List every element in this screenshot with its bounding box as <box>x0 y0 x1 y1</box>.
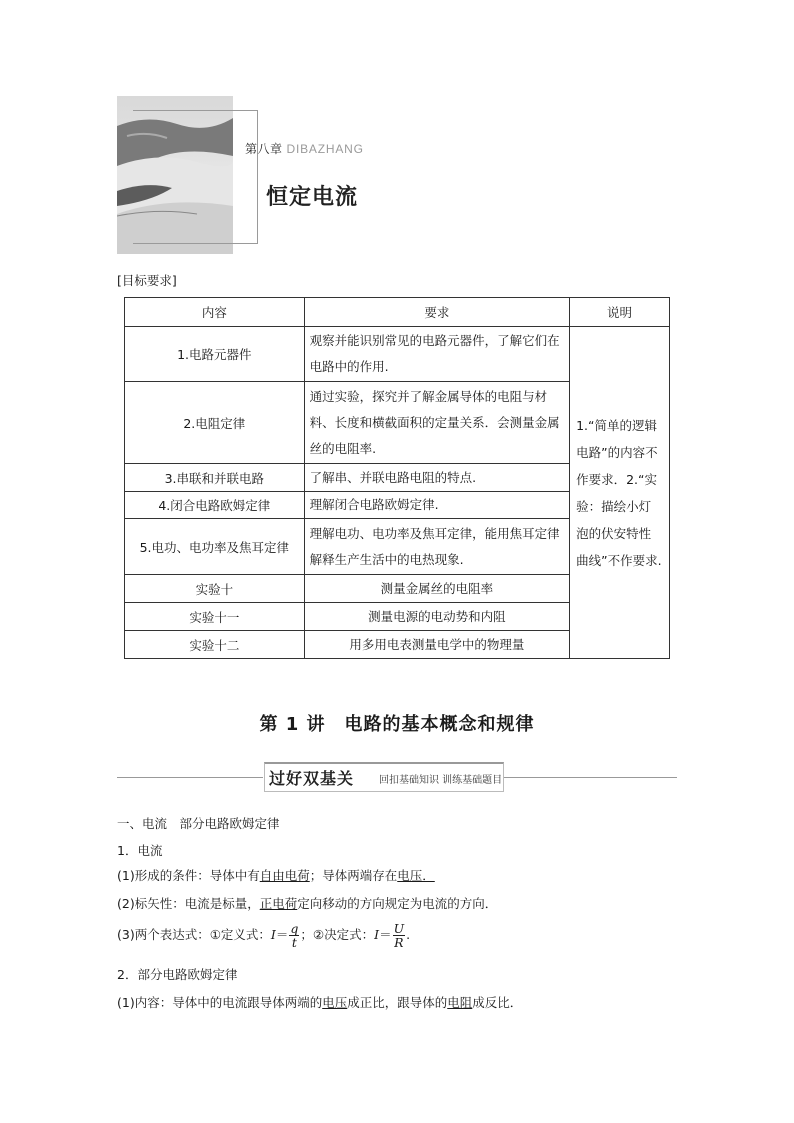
text-span: ；②决定式： <box>300 927 375 942</box>
row-content: 实验十一 <box>125 603 305 631</box>
chapter-frame <box>133 110 258 244</box>
row-content: 1.电路元器件 <box>125 327 305 382</box>
numerator-U: U <box>393 921 405 936</box>
paragraph-direction <box>117 894 497 912</box>
item-title-current: 1．电流 <box>117 843 163 858</box>
row-content: 实验十二 <box>125 631 305 659</box>
symbol-I: I <box>374 927 380 942</box>
answer-positive-charge: 正电荷 <box>259 896 298 911</box>
equals-sign: ＝ <box>379 927 392 942</box>
text-span: 成反比． <box>472 995 523 1010</box>
text-span: 成正比，跟导体的 <box>347 995 448 1010</box>
header-requirement: 要求 <box>304 298 569 327</box>
text-span: 定向移动的方向规定为电流的方向． <box>297 896 498 911</box>
paragraph-condition <box>117 866 435 884</box>
row-requirement: 用多用电表测量电学中的物理量 <box>304 631 569 659</box>
banner-subtitle: 回扣基础知识 训练基础题目 <box>379 775 503 786</box>
row-content: 2.电阻定律 <box>125 382 305 464</box>
item-title-ohm: 2．部分电路欧姆定律 <box>117 967 238 982</box>
banner-rule-right <box>504 777 677 778</box>
chapter-label-cn: 第八章 <box>245 142 283 156</box>
answer-free-charge: 自由电荷 <box>259 868 310 883</box>
paragraph-ohm-content <box>117 993 522 1011</box>
row-requirement: 测量金属丝的电阻率 <box>304 575 569 603</box>
chapter-label <box>245 140 364 157</box>
text-span: (1)形成的条件：导体中有 <box>117 868 260 883</box>
chapter-frame-top <box>233 110 258 111</box>
table-note: 1.“简单的逻辑电路”的内容不作要求．2.“实验：描绘小灯泡的伏安特性曲线”不作要求. <box>570 327 670 659</box>
row-requirement: 测量电源的电动势和内阻 <box>304 603 569 631</box>
row-requirement: 理解闭合电路欧姆定律. <box>304 492 569 519</box>
row-content: 实验十 <box>125 575 305 603</box>
row-content: 3.串联和并联电路 <box>125 464 305 492</box>
fraction-q-over-t <box>289 922 299 949</box>
answer-voltage-2: 电压 <box>322 995 348 1010</box>
row-requirement: 了解串、并联电路电阻的特点. <box>304 464 569 492</box>
paragraph-formulas <box>117 922 410 949</box>
row-requirement: 理解电功、电功率及焦耳定律，能用焦耳定律解释生产生活中的电热现象. <box>304 519 569 575</box>
text-span: (1)内容：导体中的电流跟导体两端的 <box>117 995 323 1010</box>
goal-label: [目标要求] <box>117 273 177 288</box>
header-content: 内容 <box>125 298 305 327</box>
row-content: 4.闭合电路欧姆定律 <box>125 492 305 519</box>
equals-sign: ＝ <box>275 927 289 942</box>
header-note: 说明 <box>570 298 670 327</box>
text-span: ；导体两端存在 <box>309 868 398 883</box>
numerator-q: q <box>290 921 299 936</box>
requirements-table <box>124 297 670 659</box>
row-requirement: 通过实验，探究并了解金属导体的电阻与材料、长度和横截面积的定量关系．会测量金属丝的电阻率. <box>304 382 569 464</box>
fraction-U-over-R <box>393 922 406 949</box>
banner-title: 过好双基关 <box>269 769 355 788</box>
chapter-label-en: DIBAZHANG <box>286 142 364 156</box>
table-header-row <box>125 298 670 327</box>
lecture-title: 第 1 讲 电路的基本概念和规律 <box>259 714 535 735</box>
text-span: . <box>406 927 411 942</box>
symbol-I: I <box>270 927 276 942</box>
denominator-R: R <box>394 935 404 950</box>
text-span: (3)两个表达式：①定义式： <box>117 927 271 942</box>
row-requirement: 观察并能识别常见的电路元器件，了解它们在电路中的作用. <box>304 327 569 382</box>
answer-resistance: 电阻 <box>447 995 473 1010</box>
denominator-t: t <box>291 935 297 950</box>
banner-rule-left <box>117 777 263 778</box>
text-span: (2)标矢性：电流是标量， <box>117 896 260 911</box>
answer-voltage: 电压． <box>397 868 435 883</box>
row-content: 5.电功、电功率及焦耳定律 <box>125 519 305 575</box>
table-row <box>125 327 670 382</box>
section-heading: 一、电流 部分电路欧姆定律 <box>117 816 280 831</box>
chapter-title: 恒定电流 <box>266 185 359 210</box>
